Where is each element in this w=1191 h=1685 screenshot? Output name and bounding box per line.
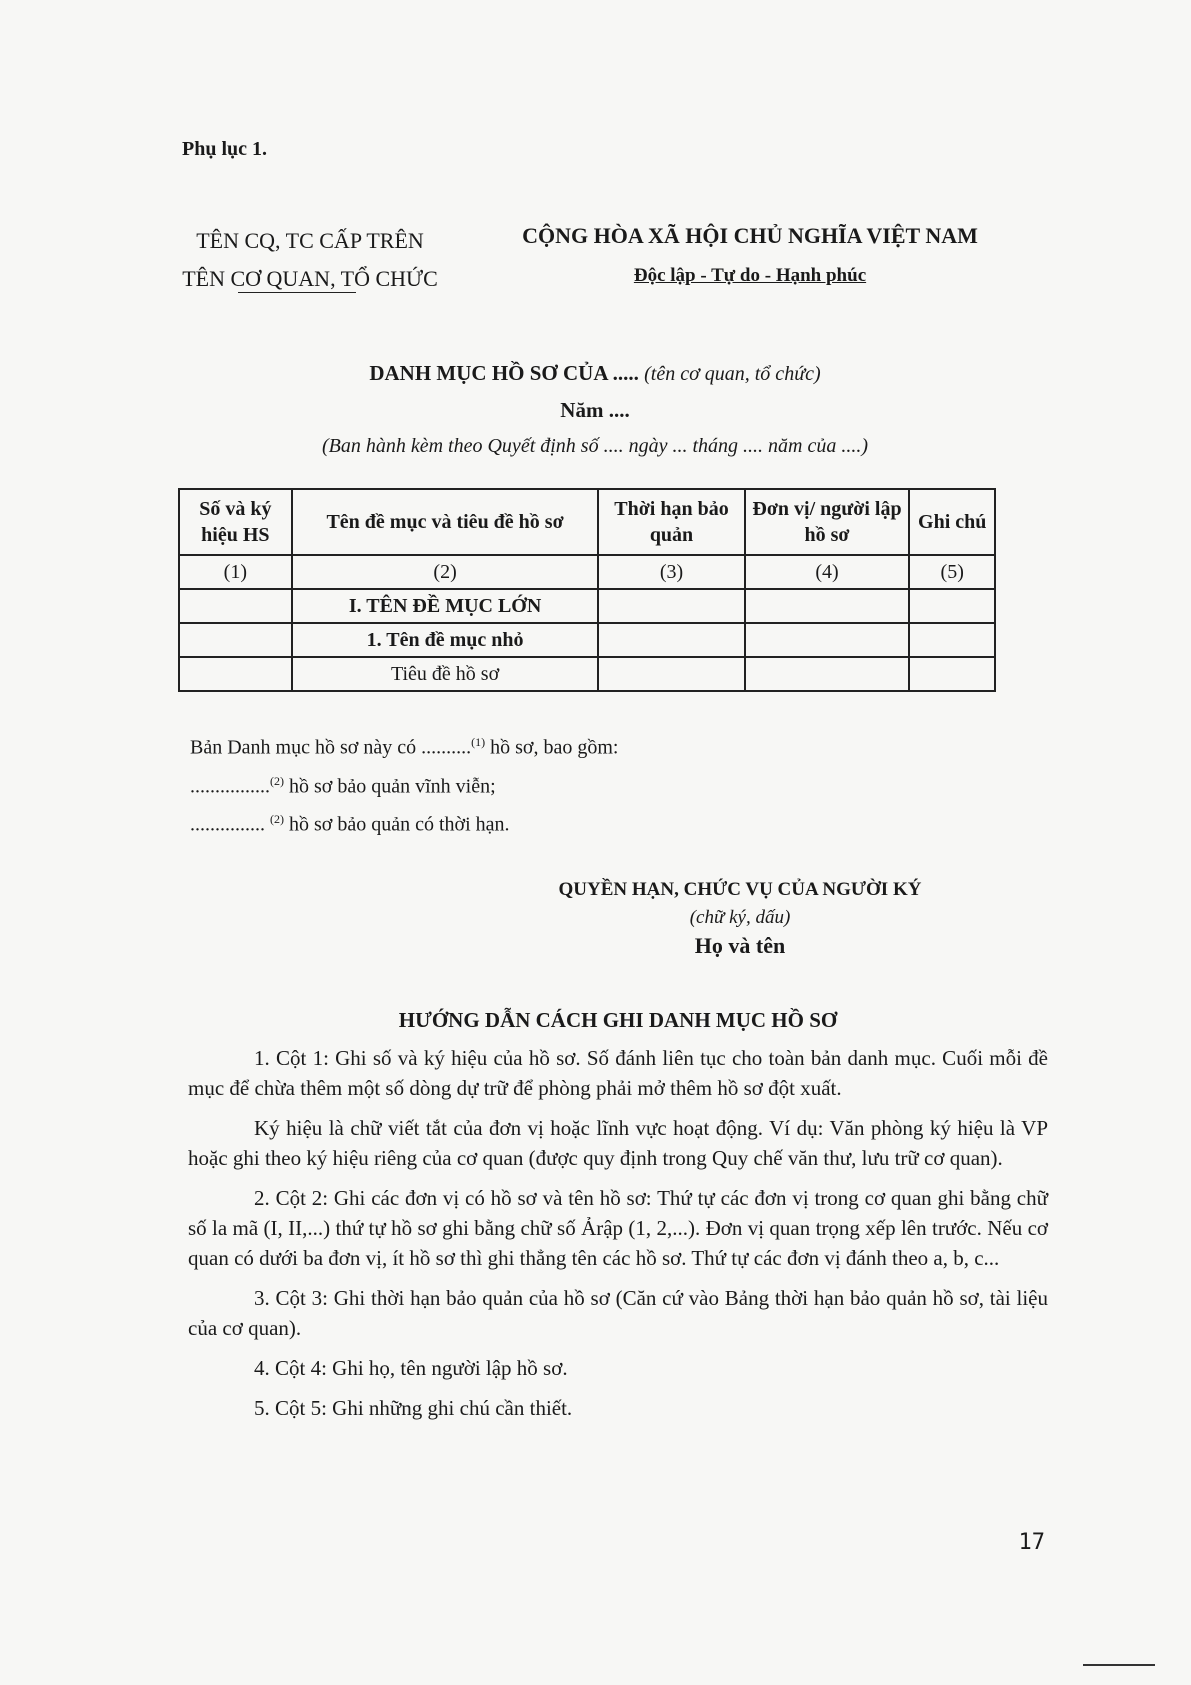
instruction-paragraph: 1. Cột 1: Ghi số và ký hiệu của hồ sơ. Số đánh liên tục cho toàn bản danh mục. Cuối mỗi đề mục để chừa thêm một số dòng dự trữ để phòng phải mở thêm hồ sơ đột xuất. [188,1046,1048,1100]
nation-name: CỘNG HÒA XÃ HỘI CHỦ NGHĨA VIỆT NAM [522,223,978,248]
summary-block [190,726,890,842]
column-number: (4) [745,555,910,589]
document-heading [250,355,940,464]
signer-name: Họ và tên [694,933,786,958]
instruction-paragraph: 3. Cột 3: Ghi thời hạn bảo quản của hồ sơ (Căn cứ vào Bảng thời hạn bảo quản hồ sơ, tài liệu của cơ quan). [188,1286,1048,1340]
column-number: (1) [179,555,292,589]
summary-limited: ............... $^{(2)}$ hồ sơ bảo quản có thời hạn. [190,812,510,836]
summary-permanent: ................$^{(2)}$ hồ sơ bảo quản vĩnh viễn; [190,773,496,798]
table-row [179,623,995,657]
minor-section-cell: 1. Tên đề mục nhỏ [292,623,599,657]
national-header [480,216,1020,296]
table-row [179,589,995,623]
page-number: 17 [1018,1530,1045,1555]
organization-name-text: TÊN CƠ QUAN, TỔ CHỨC [182,266,438,291]
summary-total: Bản Danh mục hồ sơ này có ..........$^{(1)}$ hồ sơ, bao gồm: [190,735,619,759]
organization-underline [238,292,356,293]
signature-block [530,876,950,960]
header-retention: Thời hạn bảo quản [598,489,744,555]
document-title: DANH MỤC HỒ SƠ CỦA ..... [369,361,639,385]
superior-agency: TÊN CQ, TC CẤP TRÊN [196,228,424,253]
instruction-paragraph: Ký hiệu là chữ viết tắt của đơn vị hoặc lĩnh vực hoạt động. Ví dụ: Văn phòng ký hiệu là VP hoặc ghi theo ký hiệu riêng của cơ quan (được quy định trong Quy chế văn thư, lưu trữ cơ quan). [188,1116,1048,1170]
major-section-cell: I. TÊN ĐỀ MỤC LỚN [292,589,599,623]
instruction-paragraph: 5. Cột 5: Ghi những ghi chú cần thiết. [254,1396,573,1420]
document-year: Năm .... [560,398,630,422]
table-header-row [179,489,995,555]
document-title-note: (tên cơ quan, tổ chức) [644,363,821,385]
signer-note: (chữ ký, dấu) [689,907,791,928]
header-record-code: Số và ký hiệu HS [179,489,292,555]
header-record-title: Tên đề mục và tiêu đề hồ sơ [292,489,599,555]
header-responsible: Đơn vị/ người lập hồ sơ [745,489,910,555]
instructions-section [188,1005,1048,1433]
table-row [179,657,995,691]
issuer-block [150,222,470,298]
header-notes: Ghi chú [909,489,995,555]
instruction-paragraph: 4. Cột 4: Ghi họ, tên người lập hồ sơ. [254,1356,568,1380]
records-table [178,488,996,692]
column-number: (2) [292,555,599,589]
document-decision: (Ban hành kèm theo Quyết định số .... ngày ... tháng .... năm của ....) [321,435,868,457]
column-number: (5) [909,555,995,589]
record-title-cell: Tiêu đề hồ sơ [292,657,599,691]
instruction-paragraph: 2. Cột 2: Ghi các đơn vị có hồ sơ và tên hồ sơ: Thứ tự các đơn vị trong cơ quan ghi bằng chữ số la mã (I, II,...) thứ tự hồ sơ ghi bằng chữ số Ảrập (1, 2,...). Đơn vị quan trọng xếp lên trước. Nếu cơ quan có dưới ba đơn vị, ít hồ sơ thì ghi thẳng tên các hồ sơ. Thứ tự các đơn vị đánh theo a, b, c... [188,1186,1048,1270]
nation-motto: Độc lập - Tự do - Hạnh phúc [633,265,867,286]
instructions-heading: HƯỚNG DẪN CÁCH GHI DANH MỤC HỒ SƠ [398,1008,838,1032]
table-column-number-row [179,555,995,589]
column-number: (3) [598,555,744,589]
signer-position: QUYỀN HẠN, CHỨC VỤ CỦA NGƯỜI KÝ [558,879,922,900]
footer-rule [1083,1664,1155,1666]
appendix-label: Phụ lục 1. [182,138,268,160]
